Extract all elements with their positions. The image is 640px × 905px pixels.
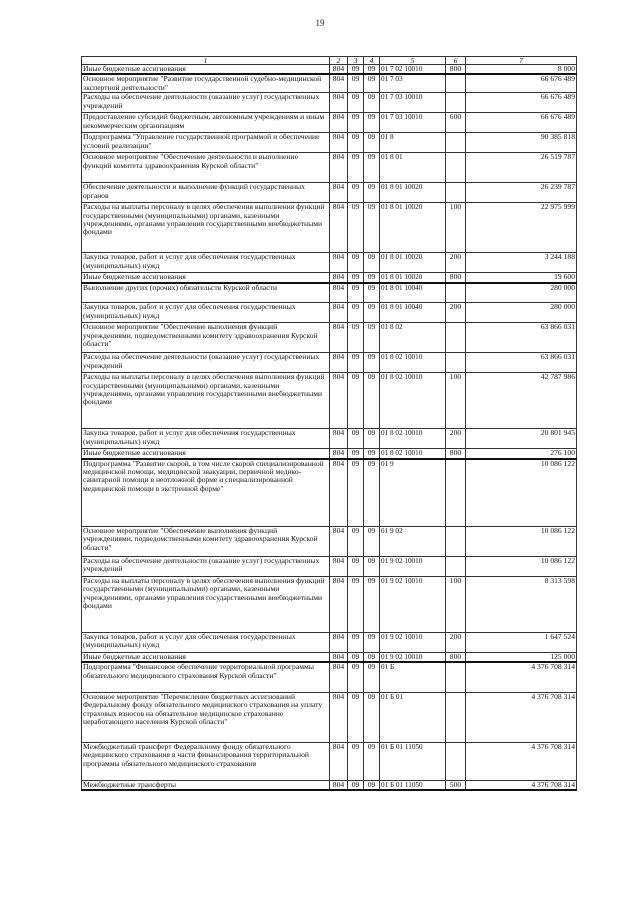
- table-row: [82, 283, 577, 303]
- target-article-code: 01 8 01: [380, 153, 446, 183]
- target-article-code: 01 8 01 10040: [380, 283, 446, 303]
- section-code: 09: [348, 429, 364, 449]
- item-name: Расходы на обеспечение деятельности (оказание услуг) государственных учреждений: [82, 353, 330, 373]
- item-name: Иные бюджетные ассигнования: [82, 449, 330, 459]
- section-code: 09: [348, 303, 364, 323]
- target-article-code: 01 8 02 10010: [380, 373, 446, 429]
- target-article-code: 01 9 02 10010: [380, 633, 446, 653]
- header-col-7: 7: [466, 57, 577, 65]
- subsection-code: 09: [364, 459, 380, 527]
- amount: 26 519 787: [466, 153, 577, 183]
- amount: 3 244 188: [466, 253, 577, 273]
- ministry-code: 804: [330, 283, 348, 303]
- target-article-code: 01 9 02 10010: [380, 653, 446, 663]
- section-code: 09: [348, 459, 364, 527]
- target-article-code: 01 9 02 10010: [380, 557, 446, 577]
- item-name: Закупка товаров, работ и услуг для обеспечения государственных (муниципальных) нужд: [82, 429, 330, 449]
- item-name: Расходы на обеспечение деятельности (оказание услуг) государственных учреждений: [82, 93, 330, 113]
- target-article-code: 01 8 02 10010: [380, 449, 446, 459]
- amount: 280 000: [466, 283, 577, 303]
- expense-type-code: 100: [446, 577, 466, 633]
- ministry-code: 804: [330, 653, 348, 663]
- subsection-code: 09: [364, 633, 380, 653]
- ministry-code: 804: [330, 323, 348, 353]
- expense-type-code: 200: [446, 253, 466, 273]
- amount: 66 676 489: [466, 113, 577, 133]
- subsection-code: 09: [364, 662, 380, 692]
- table-row: [82, 153, 577, 183]
- subsection-code: 09: [364, 74, 380, 92]
- target-article-code: 01 Б 01: [380, 692, 446, 742]
- amount: 26 239 787: [466, 183, 577, 203]
- section-code: 09: [348, 153, 364, 183]
- ministry-code: 804: [330, 527, 348, 557]
- ministry-code: 804: [330, 253, 348, 273]
- section-code: 09: [348, 203, 364, 253]
- subsection-code: 09: [364, 449, 380, 459]
- table-row: [82, 74, 577, 92]
- amount: 42 787 986: [466, 373, 577, 429]
- subsection-code: 09: [364, 742, 380, 780]
- amount: 66 676 489: [466, 74, 577, 92]
- target-article-code: 01 9 02: [380, 527, 446, 557]
- table-row: [82, 133, 577, 153]
- item-name: Межбюджетный трансферт Федеральному фонду обязательного медицинского страхования в части финансирования территориальной программы обязательного медицинского страхования: [82, 742, 330, 780]
- table-row: [82, 93, 577, 113]
- expense-type-code: 800: [446, 65, 466, 75]
- ministry-code: 804: [330, 429, 348, 449]
- target-article-code: 01 7 02 10010: [380, 65, 446, 75]
- subsection-code: 09: [364, 133, 380, 153]
- section-code: 09: [348, 633, 364, 653]
- table-row: [82, 113, 577, 133]
- ministry-code: 804: [330, 557, 348, 577]
- table-row: [82, 429, 577, 449]
- table-row: [82, 780, 577, 790]
- expense-type-code: [446, 323, 466, 353]
- ministry-code: 804: [330, 662, 348, 692]
- table-row: [82, 353, 577, 373]
- target-article-code: 01 7 03 10010: [380, 113, 446, 133]
- table-row: [82, 449, 577, 459]
- target-article-code: 01 8 01 10020: [380, 253, 446, 273]
- target-article-code: 01 8 02 10010: [380, 429, 446, 449]
- expense-type-code: [446, 133, 466, 153]
- section-code: 09: [348, 253, 364, 273]
- section-code: 09: [348, 133, 364, 153]
- ministry-code: 804: [330, 742, 348, 780]
- expense-type-code: [446, 153, 466, 183]
- ministry-code: 804: [330, 303, 348, 323]
- amount: 22 975 999: [466, 203, 577, 253]
- table-row: [82, 273, 577, 283]
- item-name: Основное мероприятие "Обеспечение деятельности и выполнение функций комитета здравоохранения Курской области": [82, 153, 330, 183]
- section-code: 09: [348, 780, 364, 790]
- ministry-code: 804: [330, 113, 348, 133]
- subsection-code: 09: [364, 653, 380, 663]
- target-article-code: 01 Б 01 11050: [380, 742, 446, 780]
- amount: 8 000: [466, 65, 577, 75]
- expense-type-code: 800: [446, 449, 466, 459]
- ministry-code: 804: [330, 153, 348, 183]
- ministry-code: 804: [330, 133, 348, 153]
- amount: 66 676 489: [466, 93, 577, 113]
- table-row: [82, 692, 577, 742]
- ministry-code: 804: [330, 93, 348, 113]
- section-code: 09: [348, 353, 364, 373]
- section-code: 09: [348, 449, 364, 459]
- expense-type-code: 200: [446, 429, 466, 449]
- subsection-code: 09: [364, 780, 380, 790]
- table-row: [82, 577, 577, 633]
- table-header-row: [82, 57, 577, 65]
- expense-type-code: 800: [446, 273, 466, 283]
- item-name: Расходы на выплаты персоналу в целях обеспечения выполнения функций государственными (муниципальными) органами, казенными учреждениями, органами управления государственными внебюджетными фондами: [82, 373, 330, 429]
- expense-type-code: [446, 183, 466, 203]
- header-col-1: 1: [82, 57, 330, 65]
- item-name: Расходы на выплаты персоналу в целях обеспечения выполнения функций государственными (муниципальными) органами, казенными учреждениями, органами управления государственными внебюджетными фондами: [82, 203, 330, 253]
- target-article-code: 01 8 01 10020: [380, 183, 446, 203]
- ministry-code: 804: [330, 273, 348, 283]
- header-col-4: 4: [364, 57, 380, 65]
- item-name: Иные бюджетные ассигнования: [82, 653, 330, 663]
- subsection-code: 09: [364, 203, 380, 253]
- target-article-code: 01 7 03: [380, 74, 446, 92]
- item-name: Основное мероприятие "Обеспечение выполнения функций учреждениями, подведомственными комитету здравоохранения Курской области": [82, 527, 330, 557]
- target-article-code: 01 8 01 10020: [380, 273, 446, 283]
- ministry-code: 804: [330, 373, 348, 429]
- expense-type-code: [446, 527, 466, 557]
- ministry-code: 804: [330, 203, 348, 253]
- expense-type-code: 600: [446, 113, 466, 133]
- amount: 4 376 708 314: [466, 742, 577, 780]
- table-row: [82, 653, 577, 663]
- page-number: 19: [315, 18, 325, 28]
- amount: 280 000: [466, 303, 577, 323]
- section-code: 09: [348, 113, 364, 133]
- target-article-code: 01 9 02 10010: [380, 577, 446, 633]
- subsection-code: 09: [364, 273, 380, 283]
- table-row: [82, 253, 577, 273]
- table-row: [82, 323, 577, 353]
- amount: 8 313 598: [466, 577, 577, 633]
- table-row: [82, 303, 577, 323]
- table-row: [82, 203, 577, 253]
- subsection-code: 09: [364, 373, 380, 429]
- section-code: 09: [348, 373, 364, 429]
- table-row: [82, 742, 577, 780]
- section-code: 09: [348, 283, 364, 303]
- target-article-code: 01 Б 01 11050: [380, 780, 446, 790]
- table-row: [82, 183, 577, 203]
- expense-type-code: [446, 459, 466, 527]
- amount: 63 866 031: [466, 353, 577, 373]
- item-name: Обеспечение деятельности и выполнение функций государственных органов: [82, 183, 330, 203]
- table-row: [82, 557, 577, 577]
- budget-table: [81, 56, 577, 791]
- section-code: 09: [348, 273, 364, 283]
- amount: 1 647 524: [466, 633, 577, 653]
- expense-type-code: 100: [446, 373, 466, 429]
- subsection-code: 09: [364, 557, 380, 577]
- item-name: Закупка товаров, работ и услуг для обеспечения государственных (муниципальных) нужд: [82, 253, 330, 273]
- expense-type-code: [446, 283, 466, 303]
- target-article-code: 01 8 02: [380, 323, 446, 353]
- ministry-code: 804: [330, 353, 348, 373]
- section-code: 09: [348, 65, 364, 75]
- subsection-code: 09: [364, 283, 380, 303]
- expense-type-code: [446, 692, 466, 742]
- expense-type-code: [446, 742, 466, 780]
- item-name: Подпрограмма "Финансовое обеспечение территориальной программы обязательного медицинского страхования Курской области": [82, 662, 330, 692]
- subsection-code: 09: [364, 323, 380, 353]
- item-name: Иные бюджетные ассигнования: [82, 65, 330, 75]
- subsection-code: 09: [364, 527, 380, 557]
- expense-type-code: 800: [446, 653, 466, 663]
- subsection-code: 09: [364, 93, 380, 113]
- expense-type-code: 500: [446, 780, 466, 790]
- target-article-code: 01 8 02 10010: [380, 353, 446, 373]
- header-col-5: 5: [380, 57, 446, 65]
- amount: 4 376 708 314: [466, 662, 577, 692]
- subsection-code: 09: [364, 692, 380, 742]
- section-code: 09: [348, 557, 364, 577]
- amount: 4 376 708 314: [466, 780, 577, 790]
- amount: 63 866 031: [466, 323, 577, 353]
- amount: 90 385 818: [466, 133, 577, 153]
- section-code: 09: [348, 742, 364, 780]
- ministry-code: 804: [330, 780, 348, 790]
- subsection-code: 09: [364, 577, 380, 633]
- item-name: Основное мероприятие "Обеспечение выполнения функций учреждениями, подведомственными комитету здравоохранения Курской области": [82, 323, 330, 353]
- header-col-6: 6: [446, 57, 466, 65]
- subsection-code: 09: [364, 153, 380, 183]
- table-body: [82, 65, 577, 791]
- section-code: 09: [348, 653, 364, 663]
- item-name: Подпрограмма "Управление государственной программой и обеспечение условий реализации": [82, 133, 330, 153]
- expense-type-code: [446, 557, 466, 577]
- item-name: Закупка товаров, работ и услуг для обеспечения государственных (муниципальных) нужд: [82, 303, 330, 323]
- section-code: 09: [348, 577, 364, 633]
- expense-type-code: [446, 93, 466, 113]
- item-name: Основное мероприятие "Перечисление бюджетных ассигнований Федеральному фонду обязательного медицинского страхования на уплату страховых взносов на обязательное медицинское страхование неработающего населения Курской области": [82, 692, 330, 742]
- subsection-code: 09: [364, 303, 380, 323]
- amount: 4 376 708 314: [466, 692, 577, 742]
- expense-type-code: 200: [446, 303, 466, 323]
- subsection-code: 09: [364, 253, 380, 273]
- target-article-code: 01 7 03 10010: [380, 93, 446, 113]
- item-name: Подпрограмма "Развитие скорой, в том числе скорой специализированной медицинской помощи, медицинской эвакуации, первичной медико-санитарной помощи в неотложной форме и специализированной медицинской помощи в экстренной форме": [82, 459, 330, 527]
- ministry-code: 804: [330, 449, 348, 459]
- expense-type-code: 200: [446, 633, 466, 653]
- expense-type-code: [446, 353, 466, 373]
- section-code: 09: [348, 527, 364, 557]
- item-name: Предоставление субсидий бюджетным, автономным учреждениям и иным некоммерческим организациям: [82, 113, 330, 133]
- amount: 19 600: [466, 273, 577, 283]
- ministry-code: 804: [330, 459, 348, 527]
- item-name: Иные бюджетные ассигнования: [82, 273, 330, 283]
- target-article-code: 01 8 01 10040: [380, 303, 446, 323]
- ministry-code: 804: [330, 183, 348, 203]
- amount: 125 000: [466, 653, 577, 663]
- table-row: [82, 527, 577, 557]
- ministry-code: 804: [330, 577, 348, 633]
- section-code: 09: [348, 74, 364, 92]
- ministry-code: 804: [330, 65, 348, 75]
- subsection-code: 09: [364, 353, 380, 373]
- amount: 10 086 122: [466, 459, 577, 527]
- item-name: Закупка товаров, работ и услуг для обеспечения государственных (муниципальных) нужд: [82, 633, 330, 653]
- subsection-code: 09: [364, 113, 380, 133]
- header-col-2: 2: [330, 57, 348, 65]
- table-row: [82, 65, 577, 75]
- header-col-3: 3: [348, 57, 364, 65]
- target-article-code: 01 Б: [380, 662, 446, 692]
- item-name: Расходы на выплаты персоналу в целях обеспечения выполнения функций государственными (муниципальными) органами, казенными учреждениями, органами управления государственными внебюджетными фондами: [82, 577, 330, 633]
- expense-type-code: 100: [446, 203, 466, 253]
- expense-type-code: [446, 662, 466, 692]
- section-code: 09: [348, 183, 364, 203]
- item-name: Межбюджетные трансферты: [82, 780, 330, 790]
- target-article-code: 01 8 01 10020: [380, 203, 446, 253]
- subsection-code: 09: [364, 429, 380, 449]
- item-name: Расходы на обеспечение деятельности (оказание услуг) государственных учреждений: [82, 557, 330, 577]
- section-code: 09: [348, 692, 364, 742]
- amount: 10 086 122: [466, 527, 577, 557]
- table-row: [82, 633, 577, 653]
- item-name: Основное мероприятие "Развитие государственной судебно-медицинской экспертной деятельности": [82, 74, 330, 92]
- subsection-code: 09: [364, 183, 380, 203]
- amount: 276 100: [466, 449, 577, 459]
- section-code: 09: [348, 93, 364, 113]
- ministry-code: 804: [330, 74, 348, 92]
- ministry-code: 804: [330, 692, 348, 742]
- item-name: Выполнение других (прочих) обязательств Курской области: [82, 283, 330, 303]
- table-row: [82, 373, 577, 429]
- table-row: [82, 459, 577, 527]
- section-code: 09: [348, 323, 364, 353]
- amount: 20 801 945: [466, 429, 577, 449]
- ministry-code: 804: [330, 633, 348, 653]
- amount: 10 086 122: [466, 557, 577, 577]
- table-row: [82, 662, 577, 692]
- target-article-code: 01 8: [380, 133, 446, 153]
- expense-type-code: [446, 74, 466, 92]
- target-article-code: 01 9: [380, 459, 446, 527]
- subsection-code: 09: [364, 65, 380, 75]
- section-code: 09: [348, 662, 364, 692]
